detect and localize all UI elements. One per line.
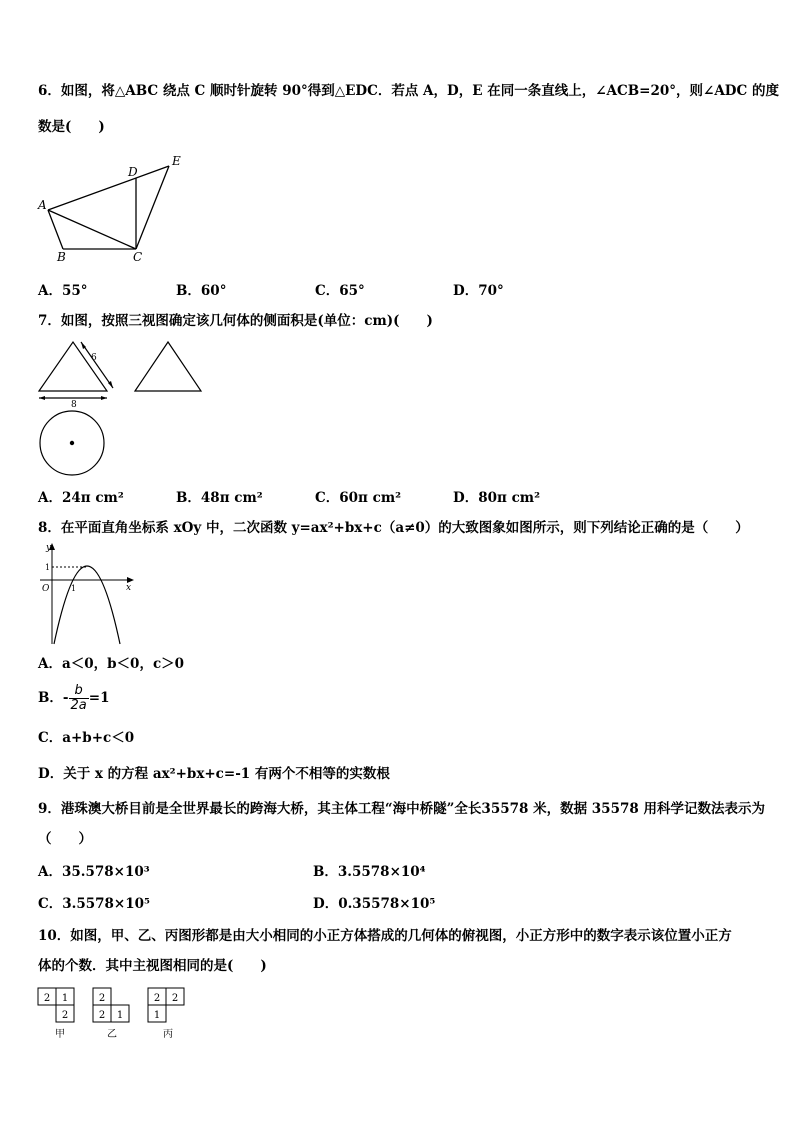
q7-option-d[interactable]: D．80π cm² [453, 490, 540, 506]
q6-option-b[interactable]: B．60° [176, 283, 227, 299]
q8-parabola-curve [54, 566, 120, 644]
q8-x-label: x [126, 583, 132, 593]
q7-stem: 7．如图，按照三视图确定该几何体的侧面积是(单位：cm)( ) [38, 313, 433, 329]
q10-yi-cell-1: 2 [98, 993, 106, 1004]
q10-top-view-figures [36, 986, 196, 1042]
q8-tick-y-1: 1 [45, 563, 51, 572]
q9-option-c[interactable]: C．3.5578×10⁵ [38, 896, 150, 912]
q7-option-a[interactable]: A．24π cm² [38, 490, 124, 506]
q8-y-label: y [46, 543, 52, 553]
q6-label-b: B [57, 250, 66, 264]
q7-front-view-triangle [39, 342, 107, 391]
q6-stem-line1: 6．如图，将△ABC 绕点 C 顺时针旋转 90°得到△EDC．若点 A，D，E 在同一条直线上，∠ACB=20°，则∠ADC 的度 [38, 83, 779, 99]
q6-option-c[interactable]: C．65° [315, 283, 365, 299]
q7-side-view-triangle [135, 342, 201, 391]
q7-dim-slant: 6 [91, 353, 97, 363]
q8-option-b-suffix: =1 [88, 690, 110, 706]
q7-top-view-center-dot [70, 441, 74, 445]
q10-yi-cell-3: 1 [116, 1010, 124, 1021]
q6-triangle-figure [32, 150, 192, 266]
q8-origin-label: O [42, 584, 50, 594]
q10-jia-label: 甲 [55, 1029, 65, 1040]
q8-option-b-denominator: 2a [70, 698, 87, 713]
q10-stem-line2: 体的个数．其中主视图相同的是( ) [38, 958, 267, 974]
q8-option-a[interactable]: A．a＜0，b＜0，c＞0 [38, 656, 185, 672]
q6-label-e: E [172, 154, 181, 168]
q10-bing-label: 丙 [163, 1029, 173, 1040]
q8-tick-x-1: 1 [71, 584, 77, 593]
q8-option-c[interactable]: C．a+b+c＜0 [38, 730, 135, 746]
q9-option-b[interactable]: B．3.5578×10⁴ [313, 864, 426, 880]
q8-stem: 8．在平面直角坐标系 xOy 中，二次函数 y=ax²+bx+c（a≠0）的大致图象如图所示，则下列结论正确的是（ ） [38, 520, 749, 536]
q8-parabola-graph [36, 540, 140, 646]
q10-yi-cell-2: 2 [98, 1010, 106, 1021]
q10-jia-cell-1: 2 [43, 993, 51, 1004]
q9-option-a[interactable]: A．35.578×10³ [38, 864, 150, 880]
q6-label-c: C [133, 250, 143, 264]
q6-label-d: D [128, 165, 138, 179]
q9-stem-line1: 9．港珠澳大桥目前是全世界最长的跨海大桥，其主体工程“海中桥隧”全长35578 米，数据 35578 用科学记数法表示为 [38, 801, 765, 817]
q6-stem-line2: 数是( ) [38, 119, 105, 135]
q10-stem-line1: 10．如图，甲、乙、丙图形都是由大小相同的小正方体搭成的几何体的俯视图，小正方形中的数字表示该位置小正方 [38, 928, 732, 944]
q6-option-a[interactable]: A．55° [38, 283, 88, 299]
q10-bing-cell-2: 2 [171, 993, 179, 1004]
q7-option-b[interactable]: B．48π cm² [176, 490, 263, 506]
q10-bing-cell-1: 2 [153, 993, 161, 1004]
q9-stem-line2: （ ） [38, 831, 92, 847]
q8-option-b-numerator: b [69, 684, 89, 699]
q8-option-d[interactable]: D．关于 x 的方程 ax²+bx+c=-1 有两个不相等的实数根 [38, 766, 390, 782]
q7-option-c[interactable]: C．60π cm² [315, 490, 402, 506]
q8-option-b[interactable] [38, 684, 109, 713]
q7-dim-base: 8 [71, 400, 77, 410]
q8-option-b-fraction [69, 684, 89, 713]
q10-jia-cell-3: 2 [61, 1010, 69, 1021]
q10-yi-label: 乙 [107, 1029, 117, 1040]
q6-option-d[interactable]: D．70° [453, 283, 504, 299]
q8-option-b-prefix: B．- [38, 690, 69, 706]
q9-option-d[interactable]: D．0.35578×10⁵ [313, 896, 436, 912]
q6-label-a: A [38, 198, 47, 212]
q10-bing-cell-3: 1 [153, 1010, 161, 1021]
q7-three-views [34, 336, 210, 482]
q10-jia-cell-2: 1 [61, 993, 69, 1004]
